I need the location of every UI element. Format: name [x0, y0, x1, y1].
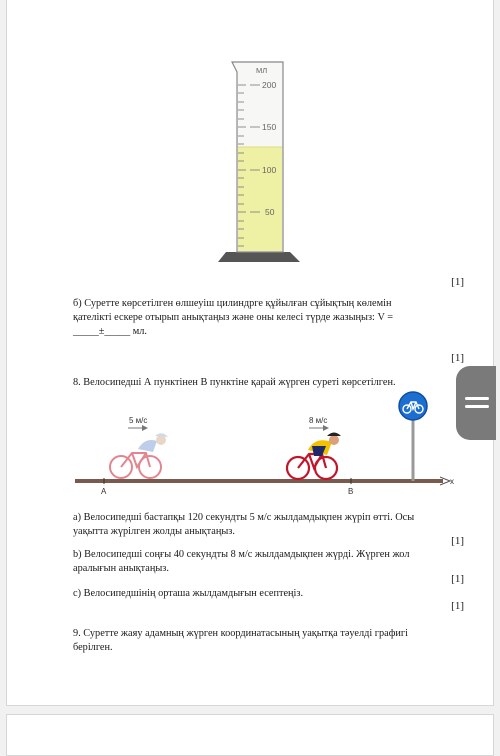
mark-label: [1] — [451, 352, 464, 364]
question-8b-line: аралығын анықтаңыз. — [73, 563, 169, 574]
cylinder-unit: МЛ — [256, 66, 268, 75]
cylinder-liquid — [238, 147, 282, 251]
question-9-text — [73, 627, 468, 655]
cyclist-scene — [75, 392, 450, 485]
question-8a-line: уақытта жүрілген жолды анықтаңыз. — [73, 526, 235, 537]
question-b-line: қателікті ескере отырып анықтаңыз және оны келесі түрде жазыңыз: V = — [73, 312, 394, 323]
cyclist-a-icon — [110, 433, 168, 478]
question-8a-text — [73, 511, 468, 539]
question-8a-line: а) Велосипедші бастапқы 120 секундты 5 м/с жылдамдықпен жүріп өтті. Осы — [73, 512, 415, 523]
question-8b-text — [73, 548, 468, 576]
speed-label-a: 5 м/с — [129, 416, 148, 425]
measuring-cylinder — [218, 62, 300, 262]
menu-toggle-button[interactable] — [456, 366, 496, 440]
cyclist-b-icon — [287, 433, 341, 480]
bicycle-sign-icon — [399, 392, 427, 420]
question-b-text — [73, 297, 468, 339]
mark-label: [1] — [451, 600, 464, 612]
cylinder-base — [218, 252, 300, 262]
mark-label: [1] — [451, 535, 464, 547]
question-b-line: б) Суретте көрсетілген өлшеуіш цилиндрге құйылған сұйықтың көлемін — [73, 298, 392, 309]
question-9-line: 9. Суретте жаяу адамның жүрген координатасының уақытқа тәуелді графигі — [73, 628, 409, 639]
question-8b-line: b) Велосипедші соңғы 40 секундты 8 м/с жылдамдықпен жүрді. Жүрген жол — [73, 549, 410, 560]
mark-label: [1] — [451, 276, 464, 288]
tick-label-50: 50 — [265, 207, 275, 217]
question-8-title: 8. Велосипедші А пунктінен В пунктіне қарай жүрген суреті көрсетілген. — [73, 377, 396, 388]
axis-x-label: x — [450, 477, 454, 486]
mark-label: [1] — [451, 573, 464, 585]
menu-icon — [465, 397, 489, 400]
question-8c-text: c) Велосипедшінің орташа жылдамдығын есептеңіз. — [73, 588, 304, 599]
point-a-label: A — [101, 487, 107, 496]
tick-label-100: 100 — [262, 165, 277, 175]
menu-icon — [465, 405, 489, 408]
tick-label-150: 150 — [262, 122, 277, 132]
question-9-line: берілген. — [73, 642, 113, 653]
question-b-line: _____±_____ мл. — [73, 326, 147, 337]
point-b-label: B — [348, 487, 354, 496]
tick-label-200: 200 — [262, 80, 277, 90]
speed-label-b: 8 м/с — [309, 416, 328, 425]
